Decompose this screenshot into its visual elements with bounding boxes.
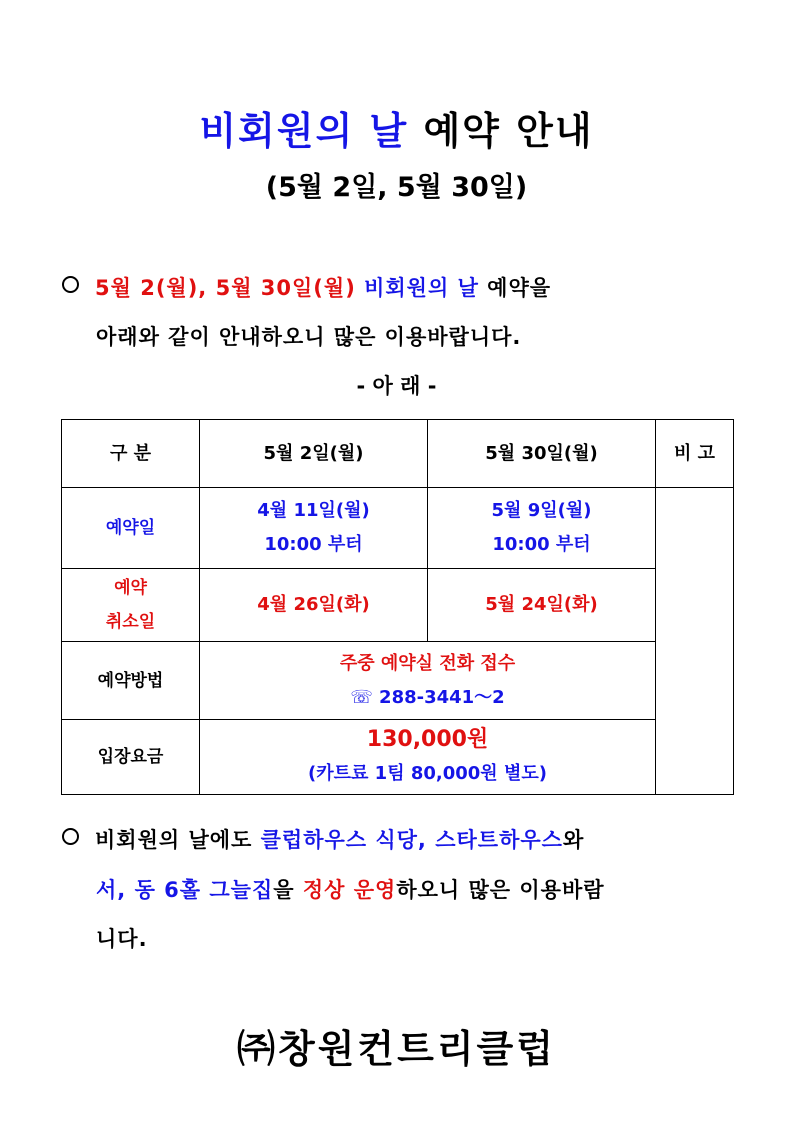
- intro-event: 비회원의 날: [364, 276, 479, 300]
- page-title: [0, 100, 793, 155]
- fee-value: [200, 720, 656, 795]
- table-header-row: [62, 420, 734, 488]
- method-phone: ☏ 288-3441～2: [350, 686, 505, 708]
- notice-text-b: 와: [562, 828, 585, 852]
- notice-text-d: 하오니 많은 이용바람: [396, 878, 605, 902]
- label-cancel-line-1: 예약: [114, 578, 147, 598]
- notice-facilities: 클럽하우스 식당, 스타트하우스: [260, 828, 563, 852]
- reservation-date-1: [200, 488, 428, 569]
- title-rest: 예약 안내: [423, 109, 594, 153]
- reservation-date-2: [428, 488, 656, 569]
- header-date-2: 5월 30일(월): [428, 420, 656, 488]
- notice-text-c: 을: [273, 878, 295, 902]
- label-fee: 입장요금: [62, 720, 200, 795]
- title-highlight: 비회원의 날: [199, 109, 409, 153]
- method-description: 주중 예약실 전화 접수: [339, 652, 516, 674]
- circle-bullet-icon: [62, 828, 79, 845]
- reservation-date-1-time: 10:00 부터: [264, 534, 363, 555]
- table-row-cancel: [62, 569, 734, 642]
- fee-cart-note: (카트료 1팀 80,000원 별도): [308, 763, 547, 784]
- label-method: 예약방법: [62, 642, 200, 720]
- remarks-cell: [656, 488, 734, 795]
- intro-text: 예약을: [487, 276, 552, 300]
- method-value: [200, 642, 656, 720]
- reservation-date-2-day: 5월 9일(월): [491, 500, 592, 521]
- notice-line-2: [96, 874, 605, 904]
- intro-line-1: [62, 272, 551, 302]
- table-row-method: [62, 642, 734, 720]
- fee-amount: 130,000원: [366, 727, 489, 752]
- reservation-date-1-day: 4월 11일(월): [257, 500, 370, 521]
- header-date-1: 5월 2일(월): [200, 420, 428, 488]
- page-subtitle: (5월 2일, 5월 30일): [265, 172, 528, 203]
- label-cancel-date: [62, 569, 200, 642]
- table-row-reservation: [62, 488, 734, 569]
- club-name: ㈜창원컨트리클럽: [237, 1027, 556, 1071]
- label-reservation-date: 예약일: [62, 488, 200, 569]
- notice-line-1: [62, 824, 584, 854]
- notice-operation: 정상 운영: [302, 878, 397, 902]
- notice-text-a: 비회원의 날에도: [95, 828, 253, 852]
- reservation-date-2-time: 10:00 부터: [492, 534, 591, 555]
- table-row-fee: [62, 720, 734, 795]
- cancel-date-2: 5월 24일(화): [428, 569, 656, 642]
- cancel-date-1: 4월 26일(화): [200, 569, 428, 642]
- intro-line-2: 아래와 같이 안내하오니 많은 이용바랍니다.: [96, 325, 522, 349]
- intro-dates: 5월 2(월), 5월 30일(월): [95, 276, 356, 300]
- notice-line-3: 니다.: [96, 927, 148, 951]
- header-category: 구 분: [62, 420, 200, 488]
- notice-shelters: 서, 동 6홀 그늘집: [96, 878, 274, 902]
- label-cancel-line-2: 취소일: [105, 612, 156, 632]
- section-marker: - 아 래 -: [356, 374, 437, 398]
- header-remarks: 비 고: [656, 420, 734, 488]
- schedule-table: [61, 419, 734, 795]
- circle-bullet-icon: [62, 276, 79, 293]
